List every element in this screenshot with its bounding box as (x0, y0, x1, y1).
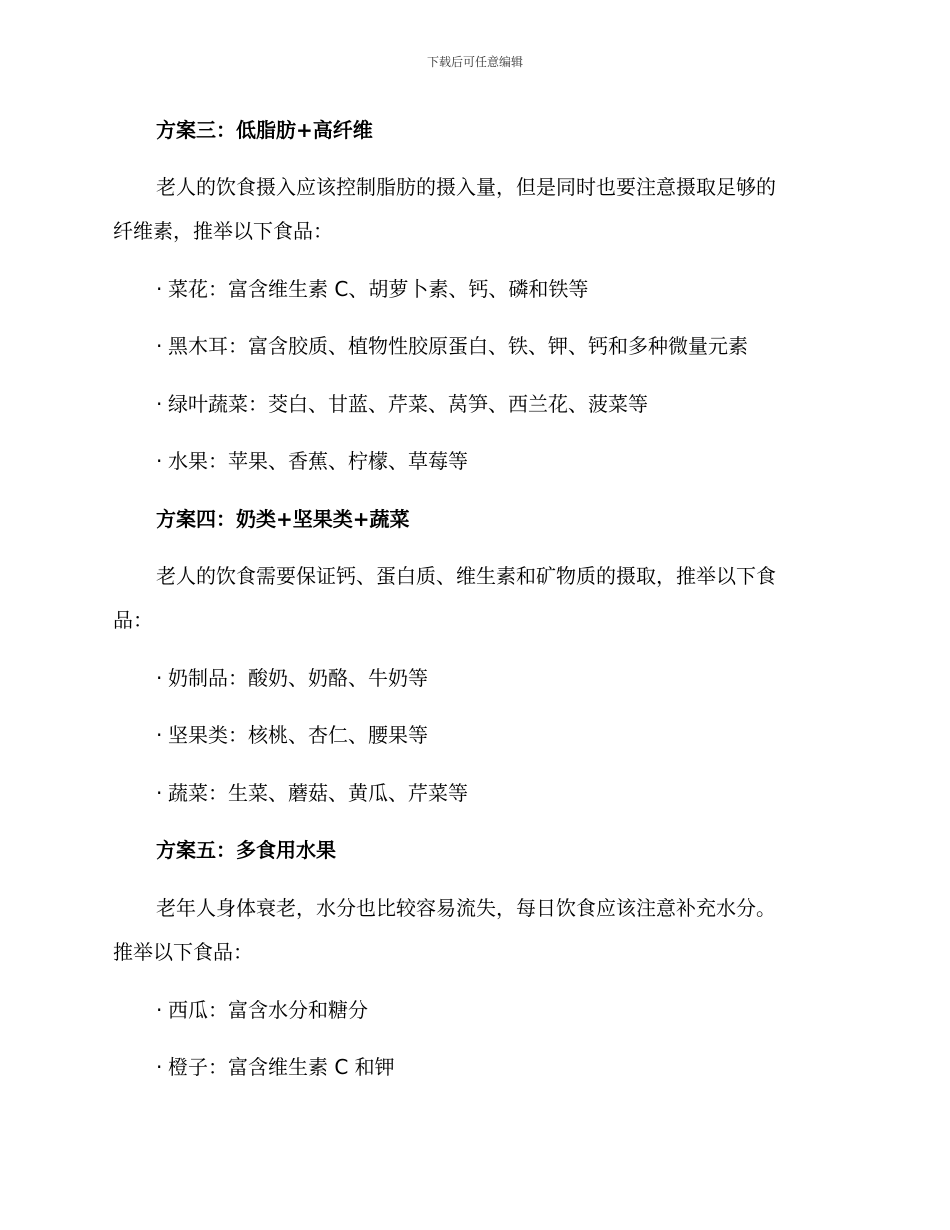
bullet: · (156, 277, 163, 301)
list-item-text: 西瓜：富含水分和糖分 (168, 998, 368, 1022)
section-heading: 方案五：多食用水果 (156, 838, 336, 862)
list-item (156, 275, 588, 303)
list-item-text: 水果：苹果、香蕉、柠檬、草莓等 (168, 449, 468, 473)
page-header: 下载后可任意编辑 (426, 55, 523, 69)
list-item (156, 332, 748, 360)
list-item-text: 奶制品：酸奶、奶酪、牛奶等 (168, 666, 428, 690)
list-item-text: 绿叶蔬菜：茭白、甘蓝、芹菜、莴笋、西兰花、菠菜等 (168, 392, 648, 416)
list-item (156, 1053, 395, 1081)
section-intro-line: 品： (113, 608, 153, 632)
list-item-text: 橙子：富含维生素 C 和钾 (168, 1055, 395, 1079)
bullet: · (156, 781, 163, 805)
bullet: · (156, 998, 163, 1022)
section-intro-line: 老年人身体衰老，水分也比较容易流失，每日饮食应该注意补充水分。 (156, 896, 776, 920)
list-item (156, 779, 468, 807)
list-item (156, 996, 368, 1024)
bullet: · (156, 1055, 163, 1079)
section-heading: 方案四：奶类+坚果类+蔬菜 (156, 507, 410, 531)
bullet: · (156, 723, 163, 747)
list-item (156, 721, 428, 749)
section-intro-line: 纤维素，推举以下食品： (113, 219, 333, 243)
list-item (156, 447, 468, 475)
bullet: · (156, 666, 163, 690)
section-intro-line: 老人的饮食需要保证钙、蛋白质、维生素和矿物质的摄取，推举以下食 (156, 564, 776, 588)
list-item (156, 390, 648, 418)
list-item (156, 664, 428, 692)
bullet: · (156, 334, 163, 358)
bullet: · (156, 392, 163, 416)
bullet: · (156, 449, 163, 473)
list-item-text: 菜花：富含维生素 C、胡萝卜素、钙、磷和铁等 (168, 277, 589, 301)
list-item-text: 坚果类：核桃、杏仁、腰果等 (168, 723, 428, 747)
section-heading: 方案三：低脂肪+高纤维 (156, 118, 373, 142)
list-item-text: 蔬菜：生菜、蘑菇、黄瓜、芹菜等 (168, 781, 468, 805)
section-intro-line: 老人的饮食摄入应该控制脂肪的摄入量，但是同时也要注意摄取足够的 (156, 175, 776, 199)
section-intro-line: 推举以下食品： (113, 940, 253, 964)
list-item-text: 黑木耳：富含胶质、植物性胶原蛋白、铁、钾、钙和多种微量元素 (168, 334, 748, 358)
